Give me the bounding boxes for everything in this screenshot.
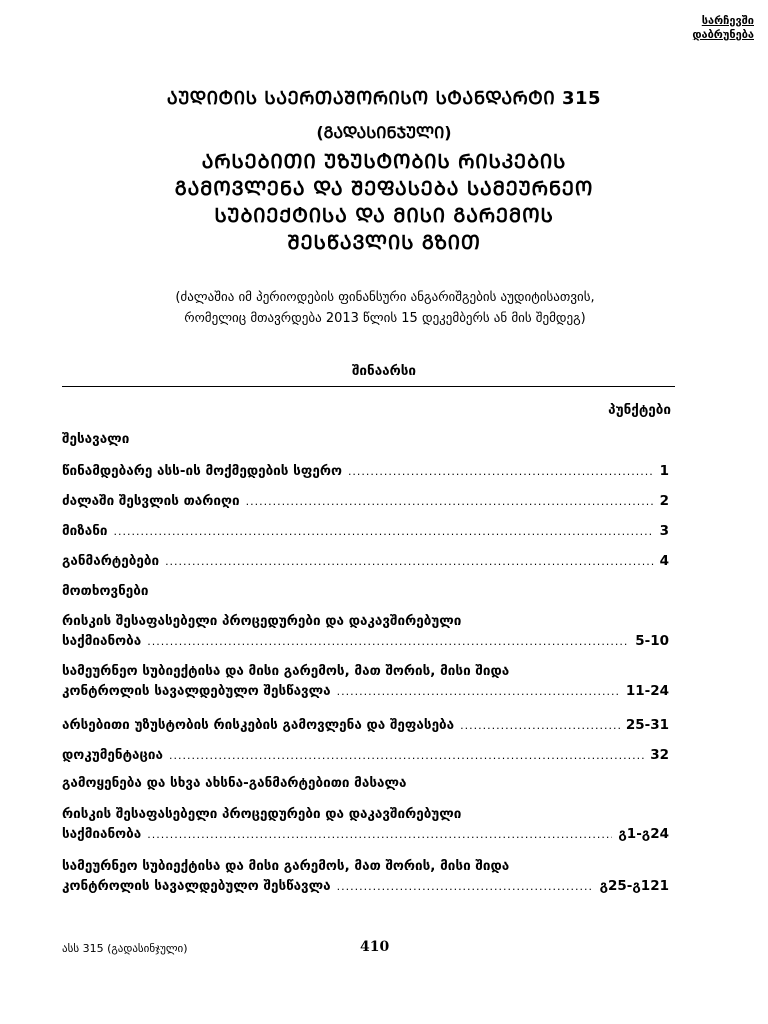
toc-entry-text[interactable]: არსებითი უზუსტობის რისკების გამოვლენა და შეფასება	[62, 717, 455, 733]
paragraphs-column-label: პუნქტები	[608, 402, 671, 418]
section-heading-intro: შესავალი	[62, 431, 130, 447]
toc-leader-dots	[337, 876, 594, 897]
toc-entry-text[interactable]: სამეურნეო სუბიექტისა და მისი გარემოს, მათ შორის, მისი შიდა	[62, 663, 510, 679]
toc-entry[interactable]	[62, 611, 669, 652]
toc-entry-number[interactable]: გ1-გ24	[618, 826, 669, 842]
toc-entry-text[interactable]: რისკის შესაფასებელი პროცედურები და დაკავშირებული	[62, 806, 462, 822]
toc-entry[interactable]	[62, 715, 669, 736]
toc-leader-dots	[337, 681, 620, 702]
toc-entry-text[interactable]: წინამდებარე ასს-ის მოქმედების სფერო	[62, 463, 342, 479]
subtitle-line: ᲐᲠᲡᲔᲑᲘᲗᲘ ᲣᲖᲣᲡᲢᲝᲑᲘᲡ ᲠᲘᲡᲙᲔᲑᲘᲡ	[201, 150, 567, 173]
toc-leader-dots	[113, 521, 653, 542]
toc-entry-number[interactable]: 11-24	[625, 683, 669, 699]
toc-leader-dots	[460, 715, 620, 736]
toc-entry-text[interactable]: სამეურნეო სუბიექტისა და მისი გარემოს, მათ შორის, მისი შიდა	[62, 858, 510, 874]
toc-entry[interactable]	[62, 804, 669, 845]
toc-entry-text[interactable]: ძალაში შესვლის თარიღი	[62, 493, 240, 509]
toc-leader-dots	[246, 491, 654, 512]
toc-entry-text[interactable]: საქმიანობა	[62, 826, 142, 842]
toc-entry[interactable]	[62, 745, 669, 766]
toc-entry[interactable]	[62, 491, 669, 512]
subtitle-line: ᲡᲣᲑᲘᲔᲥᲢᲘᲡᲐ ᲓᲐ ᲛᲘᲡᲘ ᲒᲐᲠᲔᲛᲝᲡ	[214, 204, 554, 227]
back-link-line1[interactable]: სარჩევში	[701, 14, 754, 27]
toc-entry-text[interactable]: რისკის შესაფასებელი პროცედურები და დაკავშირებული	[62, 613, 462, 629]
subtitle-line: ᲨᲔᲡᲬᲐᲕᲚᲘᲡ ᲒᲖᲘᲗ	[287, 231, 481, 254]
toc-leader-dots	[147, 824, 612, 845]
page-number: 410	[360, 939, 390, 955]
toc-entry-number[interactable]: 25-31	[625, 717, 669, 733]
effective-line: რომელიც მთავრდება 2013 წლის 15 დეკემბერს ან მის შემდეგ)	[184, 311, 586, 326]
toc-entry-number[interactable]: გ25-გ121	[599, 878, 669, 894]
toc-entry[interactable]	[62, 521, 669, 542]
section-heading-requirements: მოთხოვნები	[62, 583, 149, 599]
section-heading-application: გამოყენება და სხვა ახსნა-განმარტებითი მასალა	[62, 775, 407, 791]
toc-entry-number[interactable]: 3	[659, 523, 669, 539]
toc-entry[interactable]	[62, 551, 669, 572]
contents-heading: შინაარსი	[351, 363, 417, 379]
toc-leader-dots	[169, 745, 644, 766]
toc-entry-text[interactable]: მიზანი	[62, 523, 108, 539]
divider	[62, 386, 675, 387]
toc-leader-dots	[165, 551, 654, 572]
toc-entry-text[interactable]: კონტროლის სავალდებულო შესწავლა	[62, 878, 331, 894]
standard-subtitle	[84, 148, 684, 256]
toc-entry-number[interactable]: 4	[659, 553, 669, 569]
toc-entry[interactable]	[62, 661, 669, 702]
toc-entry-text[interactable]: განმარტებები	[62, 553, 160, 569]
toc-entry-text[interactable]: დოკუმენტაცია	[62, 747, 163, 763]
subtitle-line: ᲒᲐᲛᲝᲕᲚᲔᲜᲐ ᲓᲐ ᲨᲔᲤᲐᲡᲔᲑᲐ ᲡᲐᲛᲔᲣᲠᲜᲔᲝ	[174, 177, 594, 200]
toc-entry[interactable]	[62, 856, 669, 897]
back-link-line2[interactable]: დაბრუნება	[692, 28, 754, 41]
toc-leader-dots	[147, 631, 629, 652]
toc-entry-number[interactable]: 32	[650, 747, 669, 763]
toc-entry-text[interactable]: კონტროლის სავალდებულო შესწავლა	[62, 683, 331, 699]
revised-label: (ᲒᲐᲓᲐᲡᲘᲜᲯᲣᲚᲘ)	[316, 123, 452, 142]
effective-date-note	[120, 287, 650, 329]
back-to-contents-link[interactable]	[644, 14, 754, 42]
toc-entry[interactable]	[62, 461, 669, 482]
standard-title: ᲐᲣᲓᲘᲢᲘᲡ ᲡᲐᲔᲠᲗᲐᲨᲝᲠᲘᲡᲝ ᲡᲢᲐᲜᲓᲐᲠᲢᲘ 315	[166, 88, 602, 109]
effective-line: (ძალაშია იმ პერიოდების ფინანსური ანგარიშგების აუდიტისათვის,	[175, 290, 595, 305]
toc-leader-dots	[348, 461, 654, 482]
toc-entry-number[interactable]: 1	[659, 463, 669, 479]
toc-entry-number[interactable]: 5-10	[635, 633, 669, 649]
footer-standard-ref: ასს 315 (გადასინჯული)	[62, 942, 188, 955]
toc-entry-number[interactable]: 2	[659, 493, 669, 509]
toc-entry-text[interactable]: საქმიანობა	[62, 633, 142, 649]
